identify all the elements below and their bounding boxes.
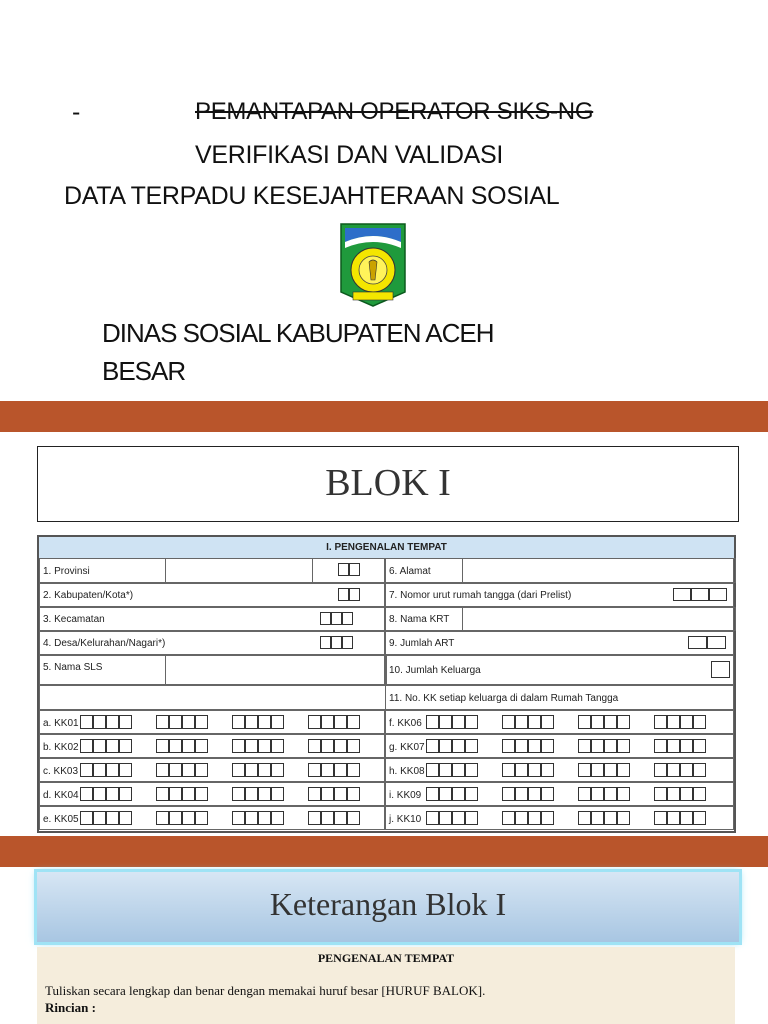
kk-digit-boxes[interactable] xyxy=(426,715,478,729)
kk-row xyxy=(39,734,385,758)
code-boxes-kecamatan[interactable] xyxy=(320,612,353,625)
row-kecamatan xyxy=(39,607,385,631)
row-nomor-urut xyxy=(385,583,734,607)
kk-digit-boxes[interactable] xyxy=(156,739,208,753)
kk-digit-boxes[interactable] xyxy=(654,787,706,801)
row-kabupaten xyxy=(39,583,385,607)
kk-digit-boxes[interactable] xyxy=(80,811,132,825)
code-boxes-provinsi[interactable] xyxy=(338,563,360,576)
kk-digit-boxes[interactable] xyxy=(426,811,478,825)
keterangan-header xyxy=(37,872,739,942)
kk-digit-boxes[interactable] xyxy=(654,715,706,729)
label-nomor-urut: 7. Nomor urut rumah tangga (dari Prelist) xyxy=(389,590,572,601)
subtitle-verifikasi: VERIFIKASI DAN VALIDASI xyxy=(195,141,504,169)
label-jumlah-art: 9. Jumlah ART xyxy=(389,638,455,649)
accent-divider-bottom xyxy=(0,836,768,867)
kk-row xyxy=(385,734,734,758)
kk-digit-boxes[interactable] xyxy=(80,787,132,801)
kk-digit-boxes[interactable] xyxy=(654,739,706,753)
label-alamat: 6. Alamat xyxy=(389,566,431,577)
kk-digit-boxes[interactable] xyxy=(232,763,284,777)
kk-digit-boxes[interactable] xyxy=(80,739,132,753)
row-nama-sls xyxy=(39,655,385,685)
kk-digit-boxes[interactable] xyxy=(578,739,630,753)
kk-row xyxy=(385,782,734,806)
kk-row xyxy=(39,710,385,734)
kk-digit-boxes[interactable] xyxy=(502,811,554,825)
code-boxes-jumlah-keluarga[interactable] xyxy=(711,661,730,678)
label-jumlah-keluarga: 10. Jumlah Keluarga xyxy=(389,665,481,676)
row-jumlah-art xyxy=(385,631,734,655)
kk-header-spacer xyxy=(39,685,386,710)
kk-digit-boxes[interactable] xyxy=(578,763,630,777)
pengenalan-tempat-form xyxy=(37,535,736,833)
kk-digit-boxes[interactable] xyxy=(426,763,478,777)
label-kk-header: 11. No. KK setiap keluarga di dalam Rumah Tangga xyxy=(389,693,619,704)
row-nama-krt xyxy=(385,607,734,631)
kk-digit-boxes[interactable] xyxy=(426,787,478,801)
kk-digit-boxes[interactable] xyxy=(502,739,554,753)
kk-label: e. KK05 xyxy=(43,814,79,825)
kk-digit-boxes[interactable] xyxy=(502,715,554,729)
label-nama-sls: 5. Nama SLS xyxy=(43,662,103,673)
row-provinsi xyxy=(39,558,385,583)
label-nama-krt: 8. Nama KRT xyxy=(389,614,450,625)
row-desa xyxy=(39,631,385,655)
kk-digit-boxes[interactable] xyxy=(502,787,554,801)
kk-row xyxy=(39,782,385,806)
kk-row xyxy=(385,806,734,830)
kk-digit-boxes[interactable] xyxy=(578,787,630,801)
kk-digit-boxes[interactable] xyxy=(232,739,284,753)
blok-title-box xyxy=(37,446,739,522)
keterangan-title: Keterangan Blok I xyxy=(269,886,507,922)
kk-digit-boxes[interactable] xyxy=(156,763,208,777)
code-boxes-desa[interactable] xyxy=(320,636,353,649)
struck-title: PEMANTAPAN OPERATOR SIKS-NG xyxy=(195,98,594,125)
kk-digit-boxes[interactable] xyxy=(308,811,360,825)
agency-name-line2: BESAR xyxy=(102,356,186,386)
kk-digit-boxes[interactable] xyxy=(156,715,208,729)
kk-label: h. KK08 xyxy=(389,766,425,777)
kk-digit-boxes[interactable] xyxy=(156,787,208,801)
kk-row xyxy=(39,758,385,782)
paper-subtitle: PENGENALAN TEMPAT xyxy=(317,951,455,965)
kk-label: j. KK10 xyxy=(389,814,422,825)
kk-digit-boxes[interactable] xyxy=(308,787,360,801)
kk-digit-boxes[interactable] xyxy=(426,739,478,753)
kk-digit-boxes[interactable] xyxy=(654,811,706,825)
paper-rincian: Rincian : xyxy=(45,1000,96,1015)
value-provinsi xyxy=(165,558,313,583)
label-kabupaten: 2. Kabupaten/Kota*) xyxy=(43,590,134,601)
row-alamat xyxy=(385,558,734,583)
label-desa: 4. Desa/Kelurahan/Nagari*) xyxy=(43,638,166,649)
dash-bullet: - xyxy=(72,98,81,126)
kk-label: d. KK04 xyxy=(43,790,79,801)
kk-digit-boxes[interactable] xyxy=(308,739,360,753)
label-provinsi: 1. Provinsi xyxy=(43,566,90,577)
kk-digit-boxes[interactable] xyxy=(80,715,132,729)
subtitle-dtks: DATA TERPADU KESEJAHTERAAN SOSIAL xyxy=(64,182,560,210)
kk-label: g. KK07 xyxy=(389,742,425,753)
kk-label: b. KK02 xyxy=(43,742,79,753)
kk-digit-boxes[interactable] xyxy=(80,763,132,777)
kk-label: a. KK01 xyxy=(43,718,79,729)
kk-label: f. KK06 xyxy=(389,718,422,729)
kk-digit-boxes[interactable] xyxy=(232,811,284,825)
kk-row xyxy=(39,806,385,830)
blok-title: BLOK I xyxy=(325,462,451,504)
label-kecamatan: 3. Kecamatan xyxy=(43,614,105,625)
form-header: I. PENGENALAN TEMPAT xyxy=(39,537,734,559)
agency-name-line1: DINAS SOSIAL KABUPATEN ACEH xyxy=(102,318,494,348)
kk-digit-boxes[interactable] xyxy=(654,763,706,777)
row-kk-header xyxy=(39,685,734,710)
value-nama-sls xyxy=(165,655,387,685)
value-nama-krt xyxy=(462,607,736,631)
aceh-besar-logo xyxy=(339,222,407,308)
row-jumlah-keluarga xyxy=(385,655,734,685)
paper-instruction: Tuliskan secara lengkap dan benar dengan memakai huruf besar [HURUF BALOK]. xyxy=(45,983,486,998)
kk-row xyxy=(385,758,734,782)
code-boxes-nomor-urut[interactable] xyxy=(673,588,727,601)
kk-digit-boxes[interactable] xyxy=(578,811,630,825)
kk-row xyxy=(385,710,734,734)
value-alamat xyxy=(462,558,736,583)
kk-digit-boxes[interactable] xyxy=(232,715,284,729)
kk-digit-boxes[interactable] xyxy=(156,811,208,825)
kk-label: c. KK03 xyxy=(43,766,79,777)
kk-label: i. KK09 xyxy=(389,790,422,801)
kk-digit-boxes[interactable] xyxy=(308,715,360,729)
kk-digit-boxes[interactable] xyxy=(232,787,284,801)
code-boxes-jumlah-art[interactable] xyxy=(688,636,726,649)
kk-digit-boxes[interactable] xyxy=(502,763,554,777)
kk-digit-boxes[interactable] xyxy=(308,763,360,777)
accent-divider-top xyxy=(0,401,768,432)
code-boxes-kabupaten[interactable] xyxy=(338,588,360,601)
keterangan-paper xyxy=(37,947,735,1024)
kk-digit-boxes[interactable] xyxy=(578,715,630,729)
